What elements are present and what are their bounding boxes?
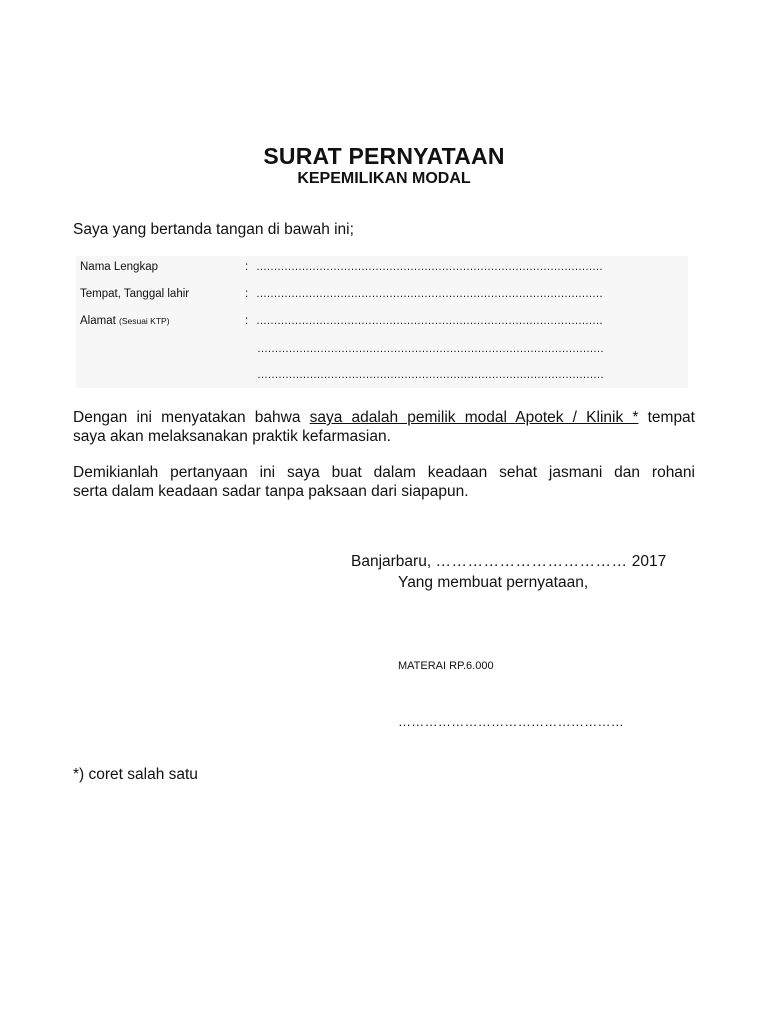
field-blank-nama-lengkap[interactable]: ……………………………………………………………………………………… — [256, 261, 603, 273]
date-blank[interactable]: ……………………………… — [435, 553, 628, 570]
maker-label: Yang membuat pernyataan, — [398, 574, 589, 591]
field-label-alamat: Alamat (Sesuai KTP) — [80, 315, 170, 327]
field-blank-alamat[interactable]: ……………………………………………………………………………………… — [256, 315, 603, 327]
field-label-nama-lengkap: Nama Lengkap — [80, 261, 158, 273]
statement-line-2: saya akan melaksanakan praktik kefarmasian. — [73, 428, 391, 445]
field-colon: : — [245, 288, 249, 300]
closing-line-1: Demikianlah pertanyaan ini saya buat dalam keadaan sehat jasmani dan rohani — [73, 464, 695, 481]
field-label-tempat-tanggal-lahir: Tempat, Tanggal lahir — [80, 288, 190, 300]
field-row-alamat-continued-2 — [76, 366, 688, 386]
field-blank-alamat-line-3[interactable]: ……………………………………………………………………………………… — [257, 369, 604, 381]
field-row-nama-lengkap — [76, 258, 688, 278]
document-subtitle: KEPEMILIKAN MODAL — [297, 170, 471, 187]
field-note-sesuai-ktp: (Sesuai KTP) — [119, 316, 170, 326]
statement-text-start: Dengan ini menyatakan bahwa — [73, 409, 310, 426]
statement-line-1 — [73, 408, 695, 427]
closing-line-2: serta dalam keadaan sadar tanpa paksaan dari siapapun. — [73, 483, 469, 500]
footnote: *) coret salah satu — [73, 766, 198, 783]
field-row-alamat — [76, 312, 688, 332]
field-row-tempat-tanggal-lahir — [76, 285, 688, 305]
signature-blank[interactable]: …………………………………………… — [398, 714, 625, 729]
year-text: 2017 — [631, 553, 667, 570]
field-blank-alamat-line-2[interactable]: ……………………………………………………………………………………… — [257, 343, 604, 355]
statement-underlined-text: saya adalah pemilik modal Apotek / Klinik * — [309, 409, 639, 426]
field-blank-tempat-tanggal-lahir[interactable]: ……………………………………………………………………………………… — [256, 288, 603, 300]
field-colon: : — [245, 315, 249, 327]
field-row-alamat-continued-1 — [76, 340, 688, 360]
statement-paragraph — [73, 408, 695, 446]
closing-paragraph — [73, 463, 695, 501]
statement-text-end: tempat — [638, 409, 695, 426]
intro-text: Saya yang bertanda tangan di bawah ini; — [73, 221, 354, 238]
stamp-label: MATERAI RP.6.000 — [398, 660, 494, 672]
field-colon: : — [245, 261, 249, 273]
place-date-line — [351, 553, 666, 571]
place-text: Banjarbaru, — [351, 553, 432, 570]
identity-form — [76, 256, 688, 388]
document-title: SURAT PERNYATAAN — [263, 143, 505, 169]
